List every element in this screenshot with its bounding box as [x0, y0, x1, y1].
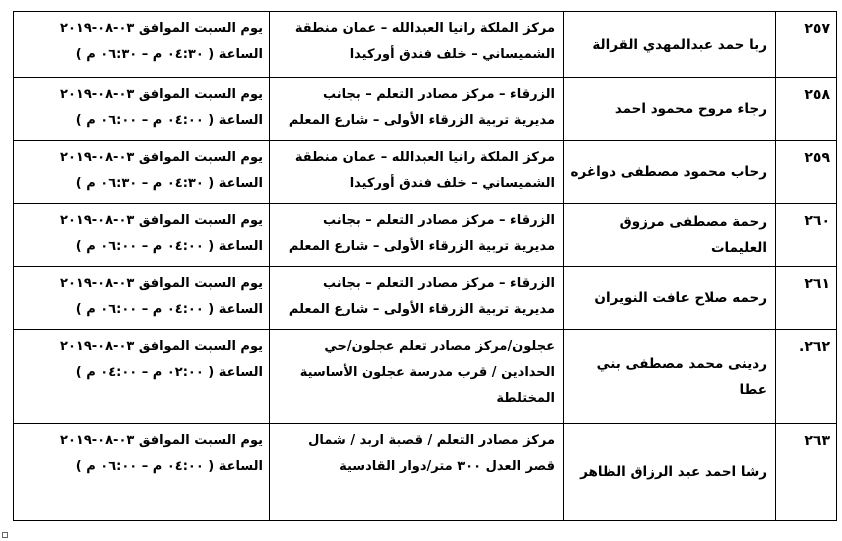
table-row: [14, 330, 837, 424]
location-line: الشميساني – خلف فندق أوركيدا: [349, 176, 555, 191]
date-cell: [14, 78, 270, 141]
person-name: رحمة مصطفى مرزوق العليمات: [564, 204, 776, 267]
time-line: الساعة ( ٠٢:٠٠ م – ٠٤:٠٠ م ): [75, 365, 263, 380]
location-line: مديرية تربية الزرقاء الأولى – شارع المعلم: [288, 113, 555, 128]
person-name: ردينى محمد مصطفى بني عطا: [564, 330, 776, 424]
time-line: الساعة ( ٠٤:٠٠ م – ٠٦:٠٠ م ): [75, 302, 263, 317]
table-row: [14, 78, 837, 141]
person-name: رشا احمد عبد الرزاق الظاهر: [564, 424, 776, 521]
date-line: يوم السبت الموافق ٠٣-٠٨-٢٠١٩: [60, 213, 263, 228]
person-name: ربا حمد عبدالمهدي القرالة: [564, 12, 776, 78]
date-cell: [14, 267, 270, 330]
location-cell: [270, 78, 564, 141]
date-line: يوم السبت الموافق ٠٣-٠٨-٢٠١٩: [60, 150, 263, 165]
location-cell: [270, 267, 564, 330]
time-line: الساعة ( ٠٤:٠٠ م – ٠٦:٠٠ م ): [75, 113, 263, 128]
location-cell: [270, 330, 564, 424]
location-line: مركز مصادر التعلم / قصبة اربد / شمال: [308, 433, 555, 448]
person-name: رحمه صلاح عافت النويران: [564, 267, 776, 330]
table-row: [14, 12, 837, 78]
location-cell: [270, 204, 564, 267]
date-cell: [14, 330, 270, 424]
location-line: الزرقاء – مركز مصادر التعلم – بجانب: [322, 276, 555, 291]
page-corner-mark: [2, 532, 8, 538]
location-line: مديرية تربية الزرقاء الأولى – شارع المعلم: [288, 239, 555, 254]
date-line: يوم السبت الموافق ٠٣-٠٨-٢٠١٩: [60, 87, 263, 102]
table-row: [14, 267, 837, 330]
location-line: الزرقاء – مركز مصادر التعلم – بجانب: [322, 213, 555, 228]
row-number: ٢٦١: [776, 267, 837, 330]
row-number: ٢٦٠: [776, 204, 837, 267]
date-line: يوم السبت الموافق ٠٣-٠٨-٢٠١٩: [60, 276, 263, 291]
time-line: الساعة ( ٠٤:٣٠ م – ٠٦:٣٠ م ): [75, 176, 263, 191]
date-cell: [14, 204, 270, 267]
location-cell: [270, 12, 564, 78]
table-row: [14, 141, 837, 204]
schedule-rows: [14, 12, 837, 521]
location-line: عجلون/مركز مصادر تعلم عجلون/حي: [324, 339, 555, 354]
location-line: قصر العدل ٣٠٠ متر/دوار القادسية: [339, 459, 555, 474]
location-line: مركز الملكة رانيا العبدالله – عمان منطقة: [294, 21, 555, 36]
date-cell: [14, 424, 270, 521]
date-line: يوم السبت الموافق ٠٣-٠٨-٢٠١٩: [60, 21, 263, 36]
time-line: الساعة ( ٠٤:٠٠ م – ٠٦:٠٠ م ): [75, 459, 263, 474]
row-number: ٢٥٩: [776, 141, 837, 204]
date-cell: [14, 12, 270, 78]
location-cell: [270, 424, 564, 521]
schedule-table: [13, 11, 837, 521]
date-line: يوم السبت الموافق ٠٣-٠٨-٢٠١٩: [60, 339, 263, 354]
date-line: يوم السبت الموافق ٠٣-٠٨-٢٠١٩: [60, 433, 263, 448]
row-number: ٢٥٧: [776, 12, 837, 78]
location-line: مركز الملكة رانيا العبدالله – عمان منطقة: [294, 150, 555, 165]
location-line: المختلطة: [496, 391, 555, 406]
time-line: الساعة ( ٠٤:٠٠ م – ٠٦:٠٠ م ): [75, 239, 263, 254]
date-cell: [14, 141, 270, 204]
time-line: الساعة ( ٠٤:٣٠ م – ٠٦:٣٠ م ): [75, 47, 263, 62]
location-cell: [270, 141, 564, 204]
row-number: ٢٦٣: [776, 424, 837, 521]
location-line: مديرية تربية الزرقاء الأولى – شارع المعلم: [288, 302, 555, 317]
location-line: الشميساني – خلف فندق أوركيدا: [349, 47, 555, 62]
table-row: [14, 204, 837, 267]
person-name: رجاء مروح محمود احمد: [564, 78, 776, 141]
table-row: [14, 424, 837, 521]
location-line: الحدادين / قرب مدرسة عجلون الأساسية: [299, 365, 555, 380]
row-number: ٢٥٨: [776, 78, 837, 141]
person-name: رحاب محمود مصطفى دواغره: [564, 141, 776, 204]
location-line: الزرقاء – مركز مصادر التعلم – بجانب: [322, 87, 555, 102]
row-number: ٢٦٢.: [776, 330, 837, 424]
